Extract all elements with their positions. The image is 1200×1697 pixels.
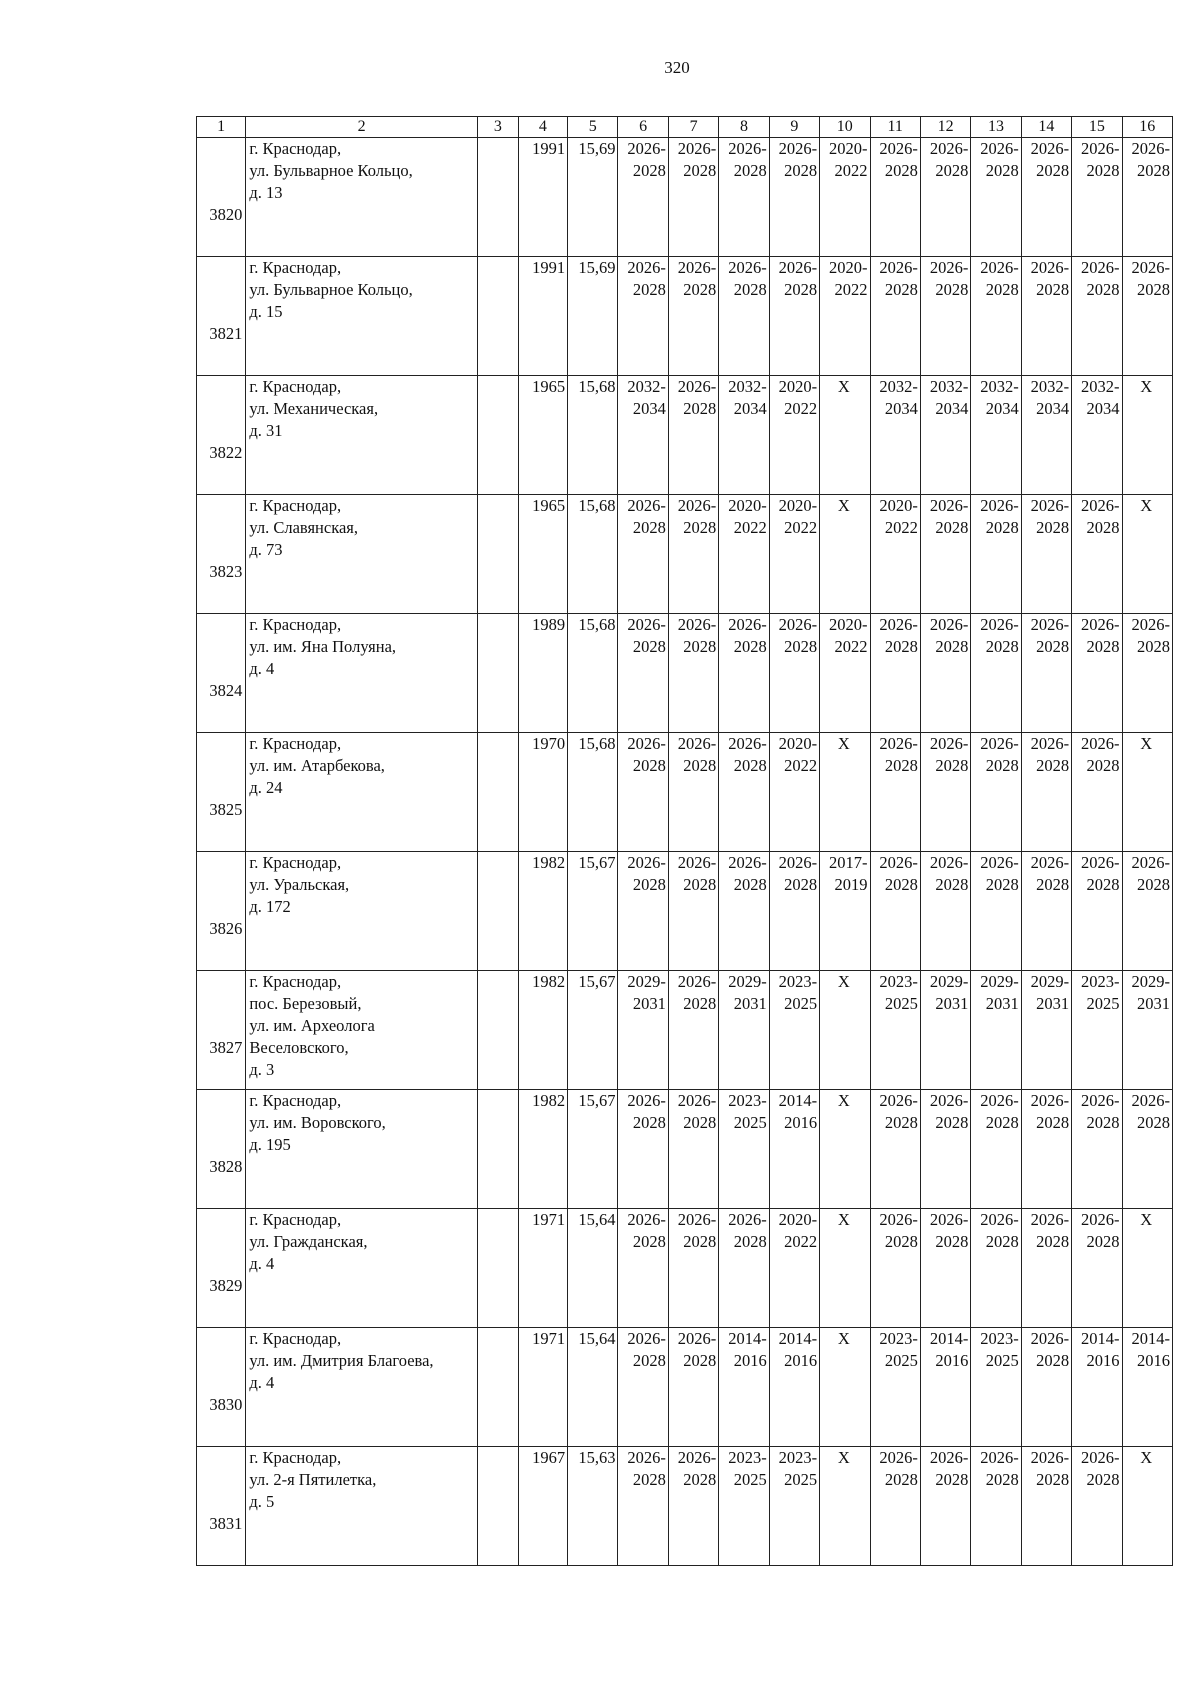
period-cell: 2026- 2028 [618,852,668,971]
period-cell: 2026- 2028 [1072,733,1122,852]
address-cell: г. Краснодар, ул. Гражданская, д. 4 [246,1209,478,1328]
period-cell: 2032- 2034 [618,376,668,495]
address-cell: г. Краснодар, ул. им. Атарбекова, д. 24 [246,733,478,852]
period-cell: 2032- 2034 [971,376,1021,495]
address-cell: г. Краснодар, ул. им. Дмитрия Благоева, д. 4 [246,1328,478,1447]
period-cell: 2029- 2031 [971,971,1021,1090]
period-cell: 2026- 2028 [1021,1090,1071,1209]
period-cell: 2026- 2028 [971,1209,1021,1328]
period-cell: 2026- 2028 [1072,1090,1122,1209]
value-cell: 15,68 [568,495,618,614]
value-cell: 15,67 [568,971,618,1090]
row-number-text: 3821 [209,324,243,343]
period-cell: 2026- 2028 [1072,614,1122,733]
period-cell: X [1122,376,1172,495]
period-cell: 2023- 2025 [719,1090,769,1209]
col3-cell [477,1328,518,1447]
period-cell: 2026- 2028 [1122,614,1172,733]
period-cell: 2023- 2025 [769,971,819,1090]
period-cell: 2026- 2028 [618,1447,668,1566]
period-cell: X [820,733,870,852]
period-cell: 2023- 2025 [870,971,920,1090]
period-cell: 2020- 2022 [870,495,920,614]
period-cell: 2026- 2028 [618,614,668,733]
period-cell: 2026- 2028 [971,495,1021,614]
period-cell: 2026- 2028 [1021,1447,1071,1566]
period-cell: 2023- 2025 [719,1447,769,1566]
row-number-text: 3828 [209,1157,243,1176]
period-cell: 2026- 2028 [920,852,970,971]
period-cell: 2026- 2028 [870,1447,920,1566]
col-header: 1 [197,117,246,138]
period-cell: 2029- 2031 [1021,971,1071,1090]
period-cell: 2026- 2028 [920,1090,970,1209]
year-cell: 1982 [518,852,567,971]
table-row [197,733,1173,852]
period-cell: 2026- 2028 [1122,257,1172,376]
table-row [197,1447,1173,1566]
table-row [197,1209,1173,1328]
year-cell: 1991 [518,138,567,257]
period-cell: 2026- 2028 [870,733,920,852]
period-cell: 2026- 2028 [1122,852,1172,971]
address-cell: г. Краснодар, ул. Бульварное Кольцо, д. 15 [246,257,478,376]
period-cell: 2026- 2028 [1021,614,1071,733]
row-number-text: 3830 [209,1395,243,1414]
period-cell: 2014- 2016 [920,1328,970,1447]
table-row [197,1090,1173,1209]
period-cell: 2029- 2031 [1122,971,1172,1090]
year-cell: 1971 [518,1328,567,1447]
row-number [197,733,246,852]
col-header: 2 [246,117,478,138]
period-cell: X [1122,495,1172,614]
period-cell: 2026- 2028 [668,852,718,971]
period-cell: 2026- 2028 [668,1209,718,1328]
row-number-text: 3825 [209,800,243,819]
year-cell: 1982 [518,1090,567,1209]
col-header: 12 [920,117,970,138]
period-cell: 2026- 2028 [1072,495,1122,614]
period-cell: 2026- 2028 [668,1447,718,1566]
period-cell: 2026- 2028 [618,1328,668,1447]
period-cell: 2026- 2028 [1072,257,1122,376]
period-cell: 2026- 2028 [1021,495,1071,614]
period-cell: 2026- 2028 [920,1447,970,1566]
period-cell: 2026- 2028 [971,614,1021,733]
period-cell: 2026- 2028 [668,257,718,376]
period-cell: 2020- 2022 [769,1209,819,1328]
period-cell: 2023- 2025 [769,1447,819,1566]
period-cell: 2020- 2022 [769,376,819,495]
period-cell: 2020- 2022 [820,614,870,733]
period-cell: 2026- 2028 [1122,138,1172,257]
period-cell: 2026- 2028 [618,733,668,852]
period-cell: 2026- 2028 [1021,1209,1071,1328]
period-cell: 2026- 2028 [618,1209,668,1328]
period-cell: 2026- 2028 [1072,852,1122,971]
period-cell: 2026- 2028 [719,138,769,257]
period-cell: 2026- 2028 [971,733,1021,852]
col3-cell [477,1090,518,1209]
row-number-text: 3831 [209,1514,243,1533]
period-cell: 2026- 2028 [618,257,668,376]
year-cell: 1965 [518,376,567,495]
address-cell: г. Краснодар, ул. им. Воровского, д. 195 [246,1090,478,1209]
period-cell: 2026- 2028 [870,852,920,971]
col3-cell [477,1447,518,1566]
address-cell: г. Краснодар, ул. 2-я Пятилетка, д. 5 [246,1447,478,1566]
period-cell: 2026- 2028 [870,257,920,376]
col-header: 6 [618,117,668,138]
address-cell: г. Краснодар, ул. Механическая, д. 31 [246,376,478,495]
period-cell: 2026- 2028 [1021,257,1071,376]
row-number [197,1447,246,1566]
row-number-text: 3822 [209,443,243,462]
period-cell: X [820,1090,870,1209]
row-number-text: 3827 [209,1038,243,1057]
period-cell: 2026- 2028 [668,971,718,1090]
row-number [197,138,246,257]
col-header: 7 [668,117,718,138]
period-cell: X [820,1209,870,1328]
period-cell: 2026- 2028 [1122,1090,1172,1209]
period-cell: 2026- 2028 [971,852,1021,971]
table-row [197,614,1173,733]
col-header: 14 [1021,117,1071,138]
col3-cell [477,257,518,376]
period-cell: 2026- 2028 [1072,1209,1122,1328]
table-row [197,257,1173,376]
period-cell: 2020- 2022 [820,138,870,257]
period-cell: X [1122,1447,1172,1566]
value-cell: 15,68 [568,733,618,852]
period-cell: 2026- 2028 [920,495,970,614]
period-cell: 2014- 2016 [719,1328,769,1447]
value-cell: 15,68 [568,614,618,733]
page-number: 320 [664,58,690,77]
period-cell: 2017- 2019 [820,852,870,971]
period-cell: 2026- 2028 [971,1090,1021,1209]
row-number [197,376,246,495]
period-cell: 2026- 2028 [1021,852,1071,971]
period-cell: 2026- 2028 [920,614,970,733]
period-cell: X [820,1447,870,1566]
period-cell: 2029- 2031 [719,971,769,1090]
period-cell: 2014- 2016 [769,1328,819,1447]
col-header: 11 [870,117,920,138]
period-cell: 2023- 2025 [971,1328,1021,1447]
col-header: 8 [719,117,769,138]
col-header: 3 [477,117,518,138]
year-cell: 1982 [518,971,567,1090]
row-number [197,1328,246,1447]
period-cell: 2023- 2025 [870,1328,920,1447]
table-row [197,971,1173,1090]
col-header: 10 [820,117,870,138]
year-cell: 1967 [518,1447,567,1566]
period-cell: 2026- 2028 [1072,1447,1122,1566]
period-cell: 2026- 2028 [719,1209,769,1328]
col-header: 5 [568,117,618,138]
period-cell: 2020- 2022 [820,257,870,376]
col-header: 15 [1072,117,1122,138]
col3-cell [477,614,518,733]
period-cell: X [1122,733,1172,852]
col3-cell [477,376,518,495]
period-cell: 2026- 2028 [920,733,970,852]
period-cell: 2014- 2016 [1072,1328,1122,1447]
period-cell: 2026- 2028 [668,733,718,852]
period-cell: 2026- 2028 [870,1090,920,1209]
period-cell: 2026- 2028 [971,257,1021,376]
period-cell: 2026- 2028 [971,138,1021,257]
year-cell: 1970 [518,733,567,852]
value-cell: 15,64 [568,1209,618,1328]
period-cell: 2020- 2022 [769,495,819,614]
col3-cell [477,1209,518,1328]
period-cell: 2026- 2028 [668,1090,718,1209]
period-cell: 2026- 2028 [920,138,970,257]
period-cell: 2026- 2028 [769,852,819,971]
period-cell: X [820,971,870,1090]
period-cell: 2026- 2028 [618,138,668,257]
row-number-text: 3826 [209,919,243,938]
row-number [197,1209,246,1328]
address-cell: г. Краснодар, ул. Бульварное Кольцо, д. 13 [246,138,478,257]
address-cell: г. Краснодар, ул. Славянская, д. 73 [246,495,478,614]
col3-cell [477,971,518,1090]
row-number [197,257,246,376]
value-cell: 15,67 [568,1090,618,1209]
table-row [197,1328,1173,1447]
table-row [197,852,1173,971]
column-number-header [197,117,1173,138]
row-number [197,852,246,971]
address-cell: г. Краснодар, ул. им. Яна Полуяна, д. 4 [246,614,478,733]
repair-schedule-table [196,116,1173,1566]
period-cell: 2032- 2034 [1072,376,1122,495]
period-cell: 2026- 2028 [668,138,718,257]
period-cell: 2026- 2028 [668,495,718,614]
period-cell: X [820,495,870,614]
year-cell: 1971 [518,1209,567,1328]
period-cell: 2026- 2028 [668,376,718,495]
period-cell: 2026- 2028 [971,1447,1021,1566]
period-cell: 2014- 2016 [1122,1328,1172,1447]
period-cell: 2026- 2028 [719,614,769,733]
address-cell: г. Краснодар, ул. Уральская, д. 172 [246,852,478,971]
row-number [197,971,246,1090]
period-cell: X [1122,1209,1172,1328]
row-number-text: 3820 [209,205,243,224]
col3-cell [477,733,518,852]
period-cell: 2026- 2028 [920,1209,970,1328]
table-row [197,495,1173,614]
col-header: 16 [1122,117,1172,138]
period-cell: 2032- 2034 [719,376,769,495]
period-cell: 2020- 2022 [769,733,819,852]
table-row [197,376,1173,495]
period-cell: 2014- 2016 [769,1090,819,1209]
period-cell: 2026- 2028 [870,614,920,733]
period-cell: 2026- 2028 [870,138,920,257]
year-cell: 1989 [518,614,567,733]
row-number [197,495,246,614]
period-cell: 2026- 2028 [668,1328,718,1447]
row-number-text: 3823 [209,562,243,581]
period-cell: 2023- 2025 [1072,971,1122,1090]
period-cell: 2029- 2031 [618,971,668,1090]
period-cell: 2026- 2028 [920,257,970,376]
year-cell: 1991 [518,257,567,376]
period-cell: 2026- 2028 [769,257,819,376]
col-header: 9 [769,117,819,138]
period-cell: 2026- 2028 [1072,138,1122,257]
period-cell: 2032- 2034 [920,376,970,495]
address-cell: г. Краснодар, пос. Березовый, ул. им. Археолога Веселовского, д. 3 [246,971,478,1090]
value-cell: 15,64 [568,1328,618,1447]
period-cell: 2026- 2028 [870,1209,920,1328]
table-row [197,138,1173,257]
period-cell: 2026- 2028 [618,495,668,614]
period-cell: 2026- 2028 [668,614,718,733]
col-header: 13 [971,117,1021,138]
period-cell: 2026- 2028 [769,138,819,257]
period-cell: X [820,1328,870,1447]
period-cell: 2020- 2022 [719,495,769,614]
col-header: 4 [518,117,567,138]
period-cell: 2026- 2028 [618,1090,668,1209]
col3-cell [477,495,518,614]
period-cell: X [820,376,870,495]
period-cell: 2026- 2028 [719,733,769,852]
col3-cell [477,138,518,257]
period-cell: 2032- 2034 [870,376,920,495]
row-number-text: 3824 [209,681,243,700]
value-cell: 15,63 [568,1447,618,1566]
value-cell: 15,69 [568,138,618,257]
period-cell: 2032- 2034 [1021,376,1071,495]
period-cell: 2026- 2028 [719,852,769,971]
period-cell: 2026- 2028 [1021,138,1071,257]
year-cell: 1965 [518,495,567,614]
value-cell: 15,69 [568,257,618,376]
period-cell: 2026- 2028 [1021,733,1071,852]
period-cell: 2026- 2028 [1021,1328,1071,1447]
period-cell: 2026- 2028 [719,257,769,376]
row-number-text: 3829 [209,1276,243,1295]
period-cell: 2029- 2031 [920,971,970,1090]
row-number [197,614,246,733]
value-cell: 15,68 [568,376,618,495]
period-cell: 2026- 2028 [769,614,819,733]
value-cell: 15,67 [568,852,618,971]
col3-cell [477,852,518,971]
row-number [197,1090,246,1209]
